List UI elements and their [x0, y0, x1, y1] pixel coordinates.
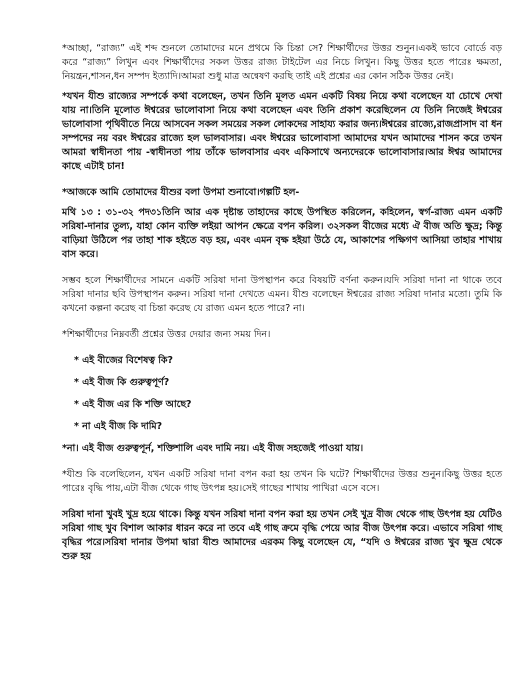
question-item: * না এই বীজ কি দামি? [74, 421, 163, 432]
paragraph-parable-intro: *আজকে আমি তোমাদের যীশুর বলা উপমা শুনাবো।গল্পটি হল- [62, 187, 300, 198]
paragraph-growth-explanation: সরিষা দানা খুবই খুদ্র হয়ে থাকে। কিন্তু যখন সরিষা দানা বপন করা হয় তখন সেই খুদ্র বীজ থেকে গাছ উৎপন্ন হয় যেটিও সরিষা গাছ খুব বিশাল আকার ধারন করে না তবে এই গাছ ক্রমে বৃদ্ধি পেয়ে আর বীজ উৎপন্ন করে। এভাবে সরিষা গাছ বৃদ্ধির পরে।সরিষা দানার উপমা দ্বারা যীশু আমাদের এরকম কিছু বলেছেন যে, “যদি ও ঈশ্বরের রাজ্য খুব ক্ষুদ্র থেকে শুরু হয় [62, 509, 502, 562]
paragraph-growth-question: *যীশু কি বলেছিলেন, যখন একটি সরিষা দানা বপন করা হয় তখন কি ঘটে? শিক্ষার্থীদের উত্তর শুনুন।কিছু উত্তর হতে পারেঃ বৃদ্ধি পায়,এটা বীজ থেকে গাছ উৎপন্ন হয়।সেই গাছের শাখায় পাখিরা এসে বসে। [62, 469, 502, 494]
paragraph-give-time: *শিক্ষার্থীদের নিম্নবর্তী প্রশ্নের উত্তর দেয়ার জন্য সময় দিন। [62, 329, 271, 340]
paragraph-kingdom-love: *যখন যীশু রাজ্যের সম্পর্কে কথা বলেছেন, তখন তিনি মূলত এমন একটি বিষয় নিয়ে কথা বলেছেন যা চোখে দেখা যায় না।তিনি মূলোত ঈশ্বরের ভালোবাসা নিয়ে কথা বলেছেন এবং তিনি প্রকাশ করেছিলেন যে তিনি নিজেই ঈশ্বরের ভালোবাসা পৃথিবীতে নিয়ে আসবেন সকল সময়ের সকল লোকদের সাহায্য করার জন্য।ঈশ্বরের রাজ্যে,রাজপ্রাসাদ বা ধন সম্পদের নয় বরং ঈশ্বরের রাজ্যে হল ভালবাসার। এবং ঈশ্বরের ভালোবাসা আমাদের যখন আমাদের শাসন করে তখন আমরা স্বাধীনতা পায় -স্বাধীনতা পায় তাঁকে ভালবাসার এবং একিসাথে অন্যদেরকে ভালোবাসার।আর ঈশ্বর আমাদের কাছে এটাই চান! [62, 91, 502, 172]
question-item: * এই বীজ এর কি শক্তি আছে? [74, 399, 192, 410]
document-page [62, 42, 502, 570]
paragraph-kingdom-question: *আচ্ছা, “রাজ্য” এই শব্দ শুনলে তোমাদের মনে প্রথমে কি চিন্তা সে? শিক্ষার্থীদের উত্তর শুনুন।একই ভাবে বোর্ডে বড় করে “রাজ্য” লিখুন এবং শিক্ষার্থীদের সকল উত্তর রাজ্য টাইটেল এর নিচে লিখুন। কিছু উত্তর হতে পারেঃ ক্ষমতা, নিয়ন্ত্রন,শাসন,ধন সম্পদ ইত্যাদি।আমরা শুধু মাত্র অন্বেষণ করছি তাই এই প্রশ্নের এর কোন সঠিক উত্তর নেই। [62, 43, 502, 82]
paragraph-answer: *না। এই বীজ গুরুত্বপূর্ন, শক্তিশালি এবং দামি নয়। এই বীজ সহজেই পাওয়া যায়। [62, 443, 364, 454]
question-item: * এই বীজ কি গুরুত্বপূর্ণ? [74, 377, 170, 388]
paragraph-mustard-demo: সম্ভব হলে শিক্ষার্থীদের সামনে একটি সরিষা দানা উপস্থাপন করে বিষয়টি বর্ণনা করুন।যদি সরিষা দানা না থাকে তবে সরিষা দানার ছবি উপস্থাপন করুন। সরিষা দানা দেখতে এমন। যীশু বলেছেন ঈশ্বরের রাজ্য সরিষা দানার মতো। তুমি কি কখনো কল্পনা করেছ বা চিন্তা করেছ যে রাজ্য এমন হতে পারে? না। [62, 275, 502, 314]
question-item: * এই বীজের বিশেষত্ব কি? [74, 355, 173, 366]
question-list [62, 354, 502, 434]
paragraph-scripture: মথি ১৩ : ৩১-৩২ পদ৩১তিনি আর এক দৃষ্টান্ত তাহাদের কাছে উপস্থিত করিলেন, কহিলেন, স্বর্গ-রাজ্য এমন একটি সরিষা-দানার তুল্য, যাহা কোন ব্যক্তি লইয়া আপন ক্ষেত্রে বপন করিল। ৩২সকল বীজের মধ্যে ঐ বীজ অতি ক্ষুদ্র; কিন্তু বাড়িয়া উঠিলে পর তাহা শাক হইতে বড় হয়, এবং এমন বৃক্ষ হইয়া উঠে যে, আকাশের পক্ষিগণ আসিয়া তাহার শাখায় বাস করে। [62, 207, 502, 260]
